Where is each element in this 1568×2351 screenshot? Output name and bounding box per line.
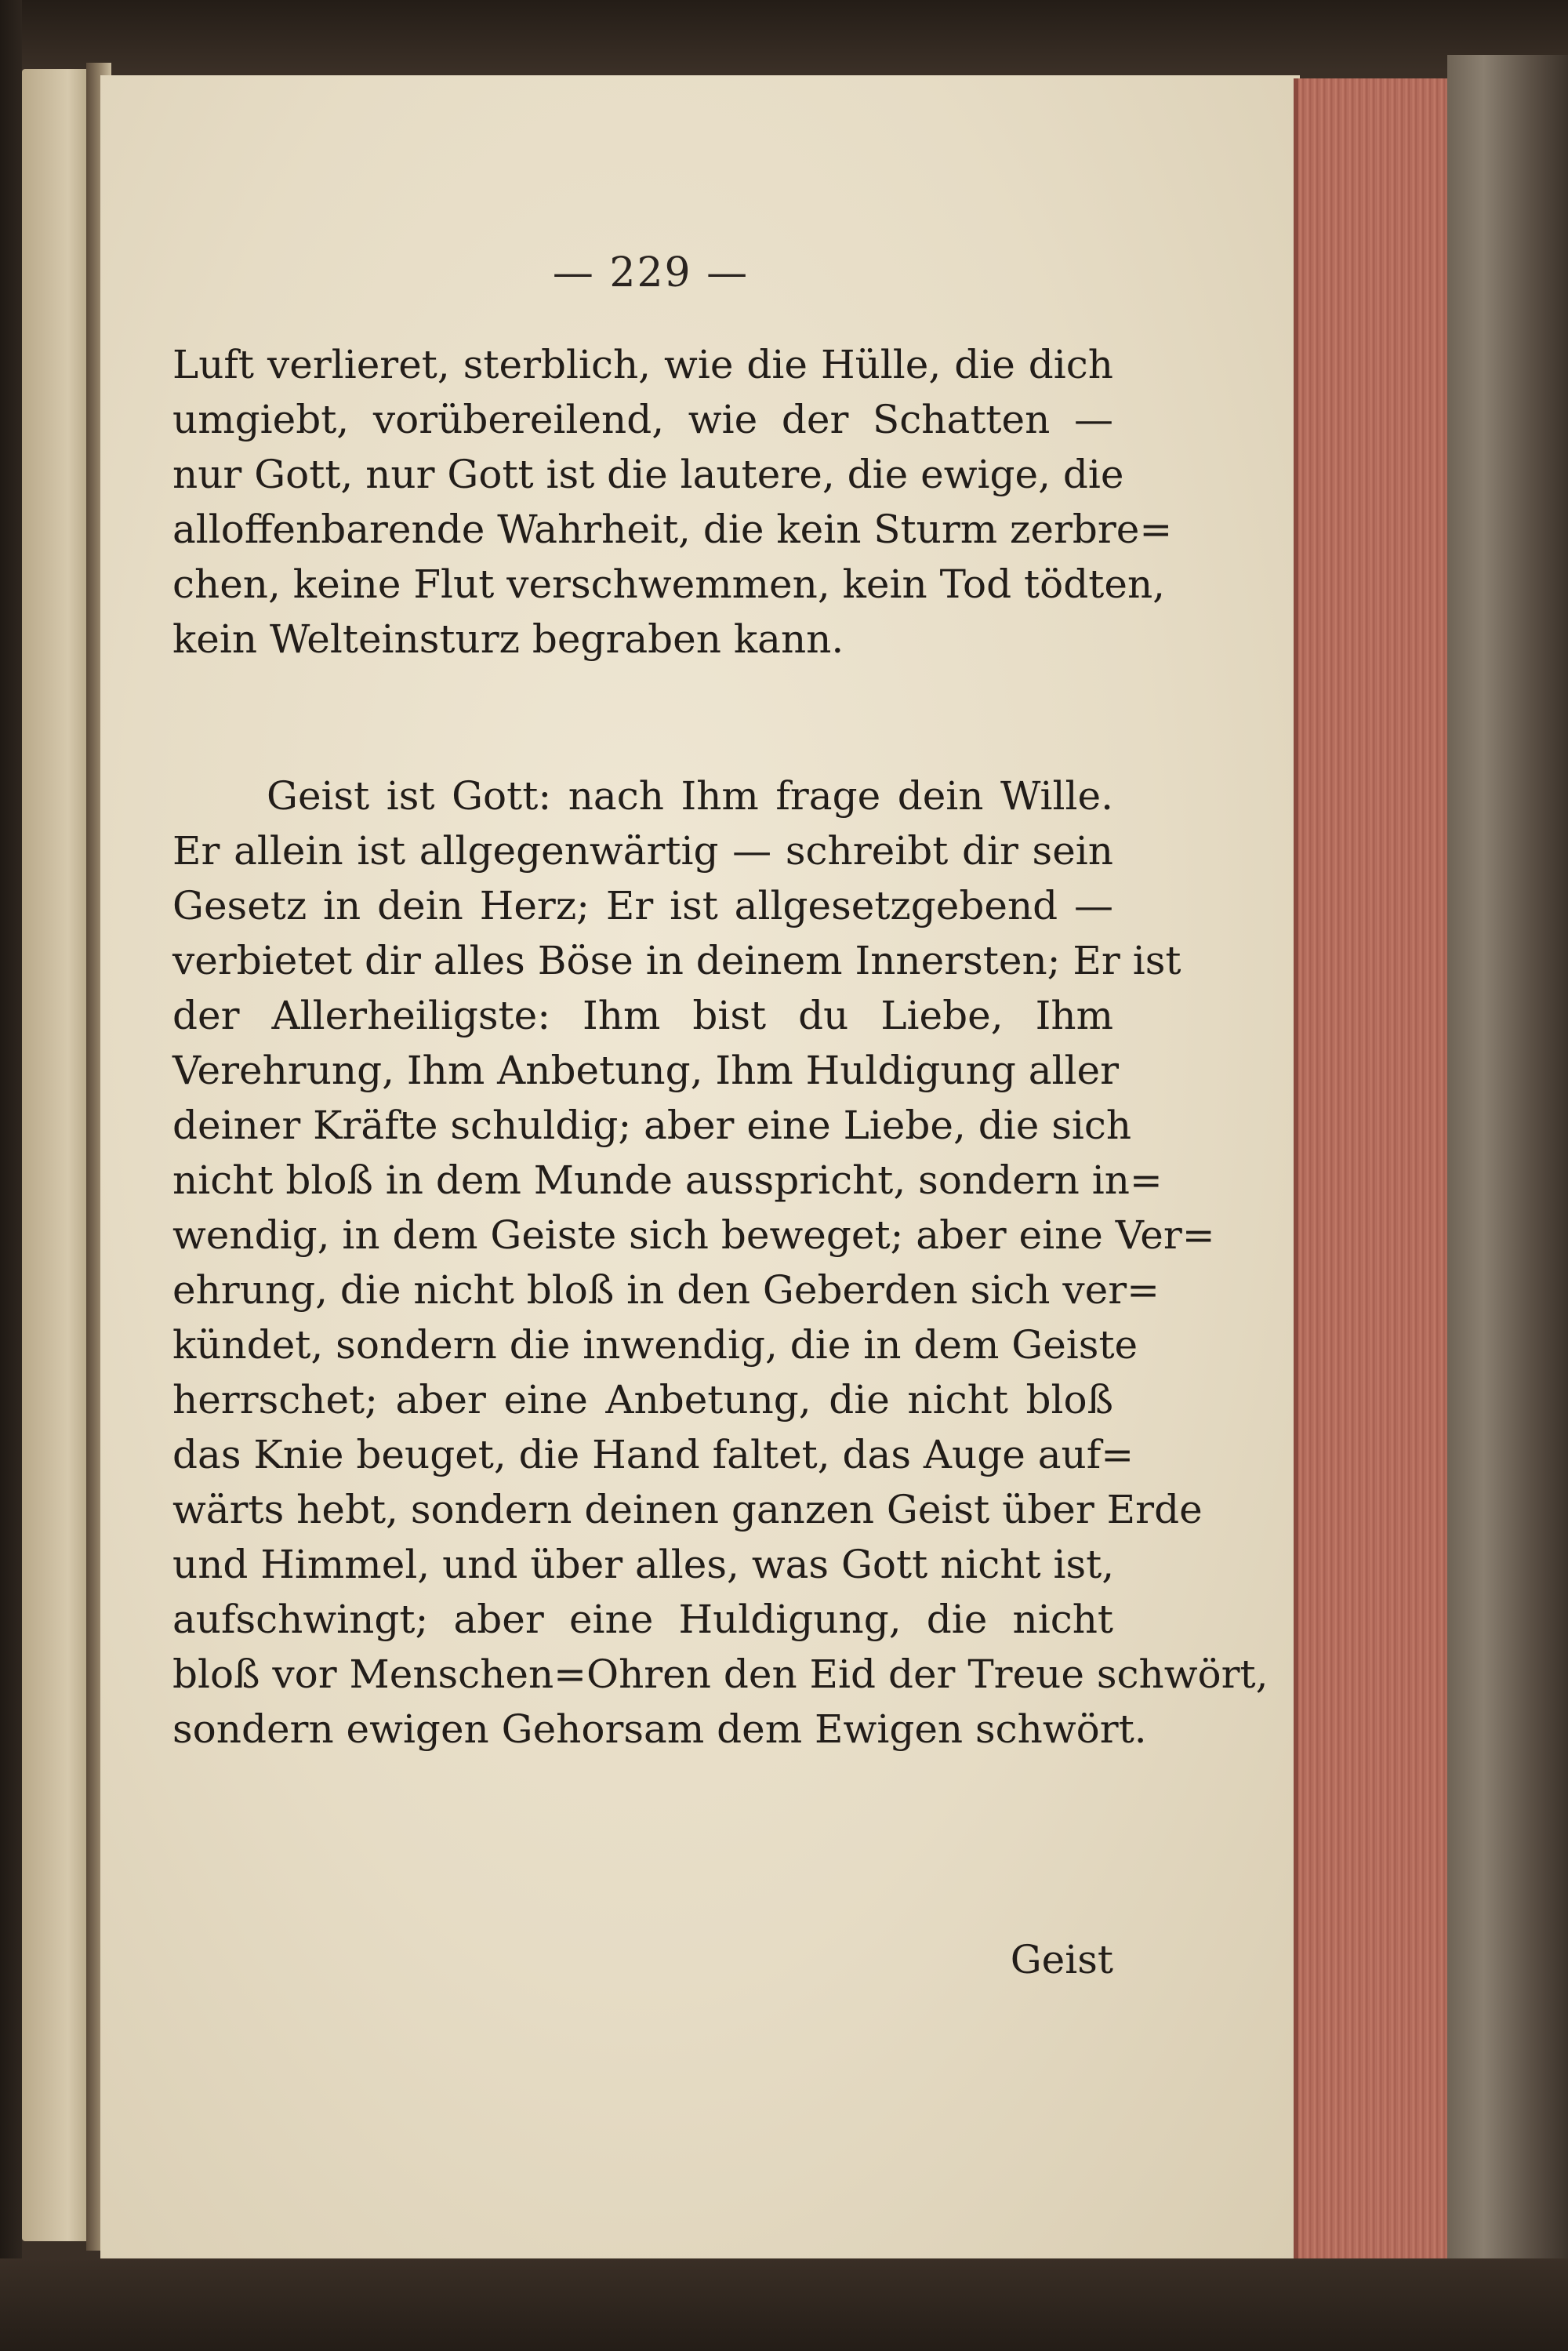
text-line: Gesetz in dein Herz; Er ist allgesetzgebend — <box>172 883 1113 928</box>
background-top <box>0 0 1568 71</box>
background-bottom <box>0 2258 1568 2351</box>
text-line: deiner Kräfte schuldig; aber eine Liebe, die sich <box>172 1103 1132 1148</box>
text-line: Er allein ist allgegenwärtig — schreibt dir sein <box>172 828 1113 874</box>
text-line: herrschet; aber eine Anbetung, die nicht bloß <box>172 1377 1113 1423</box>
text-line: kündet, sondern die inwendig, die in dem Geiste <box>172 1322 1138 1368</box>
front-cover-edge <box>0 0 22 2351</box>
text-line: ehrung, die nicht bloß in den Geberden sich ver= <box>172 1267 1160 1313</box>
text-line: Geist ist Gott: nach Ihm frage dein Wille. <box>267 773 1113 819</box>
text-line: umgiebt, vorübereilend, wie der Schatten — <box>172 397 1113 442</box>
text-line: nur Gott, nur Gott ist die lautere, die ewige, die <box>172 452 1124 497</box>
catchword: Geist <box>1010 1937 1113 1982</box>
text-line: Luft verlieret, sterblich, wie die Hülle, die dich <box>172 342 1113 387</box>
text-line: aufschwingt; aber eine Huldigung, die nicht <box>172 1597 1113 1642</box>
text-line: wärts hebt, sondern deinen ganzen Geist über Erde <box>172 1487 1203 1532</box>
text-line: das Knie beuget, die Hand faltet, das Auge auf= <box>172 1432 1134 1477</box>
text-line: wendig, in dem Geiste sich beweget; aber eine Ver= <box>172 1212 1215 1258</box>
paragraph-2 <box>172 769 1269 1757</box>
red-page-edges <box>1294 78 1455 2266</box>
page-text <box>172 337 1269 1757</box>
text-line: Verehrung, Ihm Anbetung, Ihm Huldigung aller <box>172 1048 1120 1093</box>
back-cover-board <box>1447 55 1568 2298</box>
text-line: der Allerheiligste: Ihm bist du Liebe, Ihm <box>172 993 1113 1038</box>
text-line: verbietet dir alles Böse in deinem Innersten; Er ist <box>172 938 1181 983</box>
paragraph-1 <box>172 337 1173 667</box>
text-line: kein Welteinsturz begraben kann. <box>172 616 844 662</box>
text-line: und Himmel, und über alles, was Gott nicht ist, <box>172 1542 1115 1587</box>
text-line: chen, keine Flut verschwemmen, kein Tod tödten, <box>172 561 1166 607</box>
page-number: — 229 — <box>552 249 750 296</box>
text-line: sondern ewigen Gehorsam dem Ewigen schwört. <box>172 1706 1147 1752</box>
text-line: nicht bloß in dem Munde ausspricht, sondern in= <box>172 1157 1163 1203</box>
text-line: alloffenbarende Wahrheit, die kein Sturm zerbre= <box>172 507 1173 552</box>
text-line: bloß vor Menschen=Ohren den Eid der Treue schwört, <box>172 1652 1269 1697</box>
